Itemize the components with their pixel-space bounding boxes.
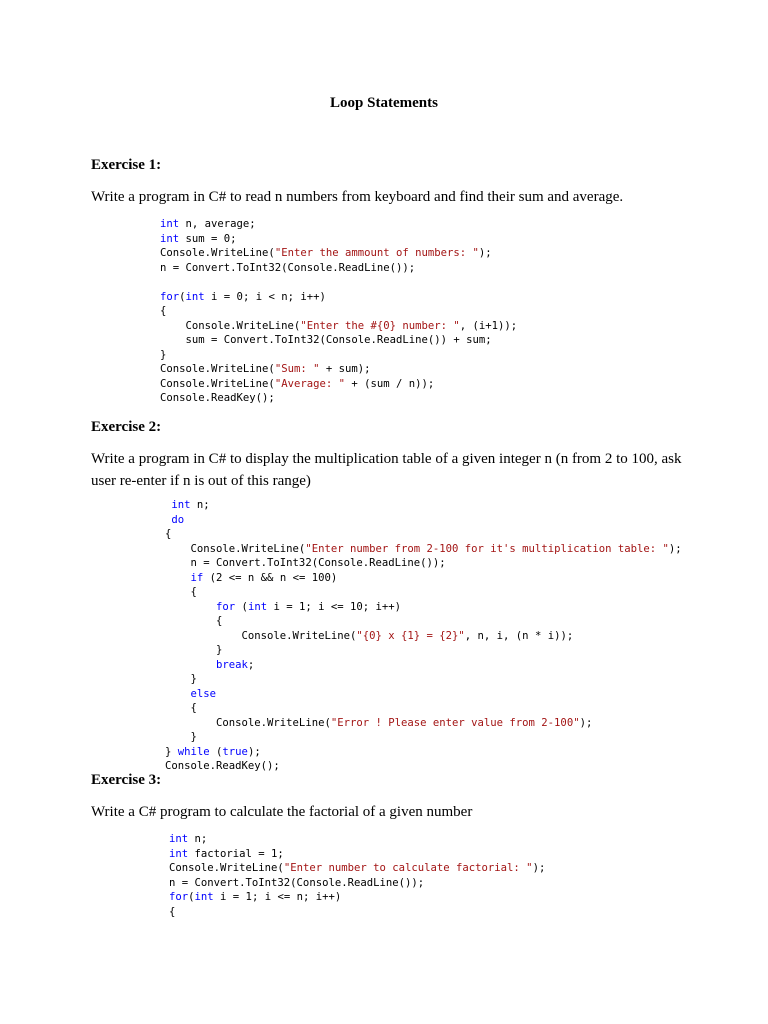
- code-line: [165, 585, 682, 600]
- code-line: [165, 716, 682, 731]
- code-keyword: int: [247, 600, 268, 613]
- code-text: n, average;: [179, 218, 256, 230]
- code-keyword: int: [169, 833, 189, 845]
- code-string: "Average: ": [274, 377, 345, 390]
- code-text: n;: [190, 499, 210, 511]
- code-string: "{0} x {1} = {2}": [356, 629, 465, 642]
- code-keyword: while: [177, 745, 210, 758]
- code-keyword: int: [171, 499, 191, 511]
- code-line: [169, 905, 545, 920]
- exercise-1-prompt: Write a program in C# to read n numbers from keyboard and find their sum and average.: [91, 189, 624, 205]
- code-keyword: if: [190, 571, 204, 584]
- code-line: [165, 745, 682, 760]
- code-text: (: [179, 290, 186, 303]
- code-text: {: [165, 615, 223, 627]
- code-line: [165, 730, 682, 745]
- code-text: );: [478, 247, 492, 259]
- code-text: Console.WriteLine(: [160, 377, 275, 390]
- code-line: [169, 832, 545, 847]
- code-line: [160, 348, 517, 363]
- code-text: Console.WriteLine(: [160, 247, 275, 259]
- code-line: [169, 861, 545, 876]
- code-line: [165, 629, 682, 644]
- code-keyword: int: [194, 891, 214, 903]
- code-text: Console.WriteLine(: [165, 542, 306, 555]
- code-text: , n, i, (n * i));: [464, 629, 574, 642]
- code-text: i = 1; i <= 10; i++): [267, 600, 402, 613]
- code-text: Console.WriteLine(: [169, 862, 284, 874]
- code-line: [165, 701, 682, 716]
- code-text: + sum);: [319, 363, 371, 375]
- code-text: }: [160, 348, 167, 361]
- code-keyword: for: [160, 290, 180, 303]
- code-text: }: [165, 644, 223, 656]
- code-keyword: else: [190, 687, 217, 700]
- code-line: [165, 571, 682, 586]
- code-text: Console.WriteLine(: [160, 363, 275, 375]
- code-text: (2 <= n && n <= 100): [203, 571, 338, 584]
- code-line: [160, 362, 517, 377]
- code-text: Console.WriteLine(: [160, 319, 301, 332]
- code-text: factorial = 1;: [188, 847, 284, 860]
- code-text: Console.ReadKey();: [165, 760, 280, 772]
- code-text: (: [209, 745, 223, 758]
- code-text: [165, 688, 191, 700]
- code-keyword: int: [160, 232, 180, 245]
- code-text: + (sum / n));: [344, 377, 435, 390]
- code-line: [160, 333, 517, 348]
- exercise-2-code-block: [165, 498, 682, 774]
- code-text: {: [165, 528, 172, 540]
- code-text: n = Convert.ToInt32(Console.ReadLine());: [165, 557, 446, 569]
- code-line: [160, 377, 517, 392]
- exercise-3-heading: Exercise 3:: [91, 772, 162, 788]
- code-text: );: [668, 542, 682, 555]
- code-line: [160, 217, 517, 232]
- code-text: i = 1; i <= n; i++): [213, 891, 342, 903]
- code-line: [165, 643, 682, 658]
- code-line: [165, 542, 682, 557]
- code-text: {: [169, 905, 176, 918]
- code-line: [165, 687, 682, 702]
- code-text: i = 0; i < n; i++): [204, 290, 326, 303]
- code-line: [165, 600, 682, 615]
- code-line: [160, 246, 517, 261]
- code-line: [160, 290, 517, 305]
- code-keyword: int: [160, 218, 180, 230]
- code-string: "Enter the ammount of numbers: ": [274, 247, 479, 259]
- exercise-2-heading: Exercise 2:: [91, 419, 162, 435]
- code-string: "Sum: ": [274, 363, 320, 375]
- code-line: [165, 513, 682, 528]
- code-text: sum = Convert.ToInt32(Console.ReadLine()) + sum;: [160, 334, 492, 346]
- code-line: [165, 672, 682, 687]
- code-line: [165, 556, 682, 571]
- code-text: sum = 0;: [179, 232, 237, 245]
- code-text: ;: [247, 658, 255, 671]
- code-line: [165, 759, 682, 774]
- code-line: [169, 847, 545, 862]
- code-keyword: do: [171, 513, 185, 526]
- code-keyword: true: [222, 745, 248, 758]
- code-line: [160, 275, 517, 290]
- code-text: {: [165, 586, 197, 598]
- code-text: Console.ReadKey();: [160, 392, 275, 404]
- code-line: [165, 658, 682, 673]
- code-line: [160, 232, 517, 247]
- code-text: , (i+1));: [459, 319, 518, 332]
- code-line: [160, 304, 517, 319]
- code-string: "Error ! Please enter value from 2-100": [330, 716, 580, 729]
- exercise-1-heading: Exercise 1:: [91, 157, 162, 173]
- code-text: {: [165, 702, 197, 714]
- code-text: n = Convert.ToInt32(Console.ReadLine());: [169, 876, 425, 889]
- code-string: "Enter number to calculate factorial: ": [283, 862, 533, 874]
- code-line: [165, 498, 682, 513]
- code-line: [160, 319, 517, 334]
- code-line: [165, 614, 682, 629]
- code-keyword: for: [169, 891, 189, 903]
- code-keyword: for: [216, 600, 236, 613]
- document-title: Loop Statements: [330, 95, 438, 111]
- code-string: "Enter number from 2-100 for it's multiplication table: ": [305, 542, 669, 555]
- code-text: [165, 572, 191, 584]
- code-line: [165, 527, 682, 542]
- code-line: [169, 890, 545, 905]
- exercise-1-code-block: [160, 217, 517, 406]
- code-keyword: int: [169, 847, 189, 860]
- code-text: n = Convert.ToInt32(Console.ReadLine());: [160, 261, 416, 274]
- code-text: Console.WriteLine(: [165, 629, 357, 642]
- code-keyword: int: [185, 290, 205, 303]
- code-text: {: [160, 305, 167, 317]
- code-text: );: [532, 862, 546, 874]
- code-text: );: [579, 716, 593, 729]
- code-line: [169, 876, 545, 891]
- code-text: (: [188, 891, 195, 903]
- code-text: }: [165, 673, 197, 685]
- code-text: Console.WriteLine(: [165, 716, 331, 729]
- code-text: [165, 659, 216, 671]
- code-keyword: break: [216, 658, 248, 671]
- code-string: "Enter the #{0} number: ": [300, 319, 460, 332]
- code-line: [160, 391, 517, 406]
- exercise-3-code-block: [169, 832, 545, 919]
- code-text: );: [247, 745, 261, 758]
- code-text: n;: [188, 833, 208, 845]
- code-text: [165, 601, 216, 613]
- code-text: (: [235, 600, 248, 613]
- code-text: }: [165, 731, 197, 743]
- code-line: [160, 261, 517, 276]
- code-text: }: [165, 745, 178, 758]
- exercise-3-prompt: Write a C# program to calculate the factorial of a given number: [91, 804, 473, 820]
- exercise-2-prompt: Write a program in C# to display the multiplication table of a given integer n (n from 2 to 100, ask user re-enter if n is out of this range): [91, 451, 682, 489]
